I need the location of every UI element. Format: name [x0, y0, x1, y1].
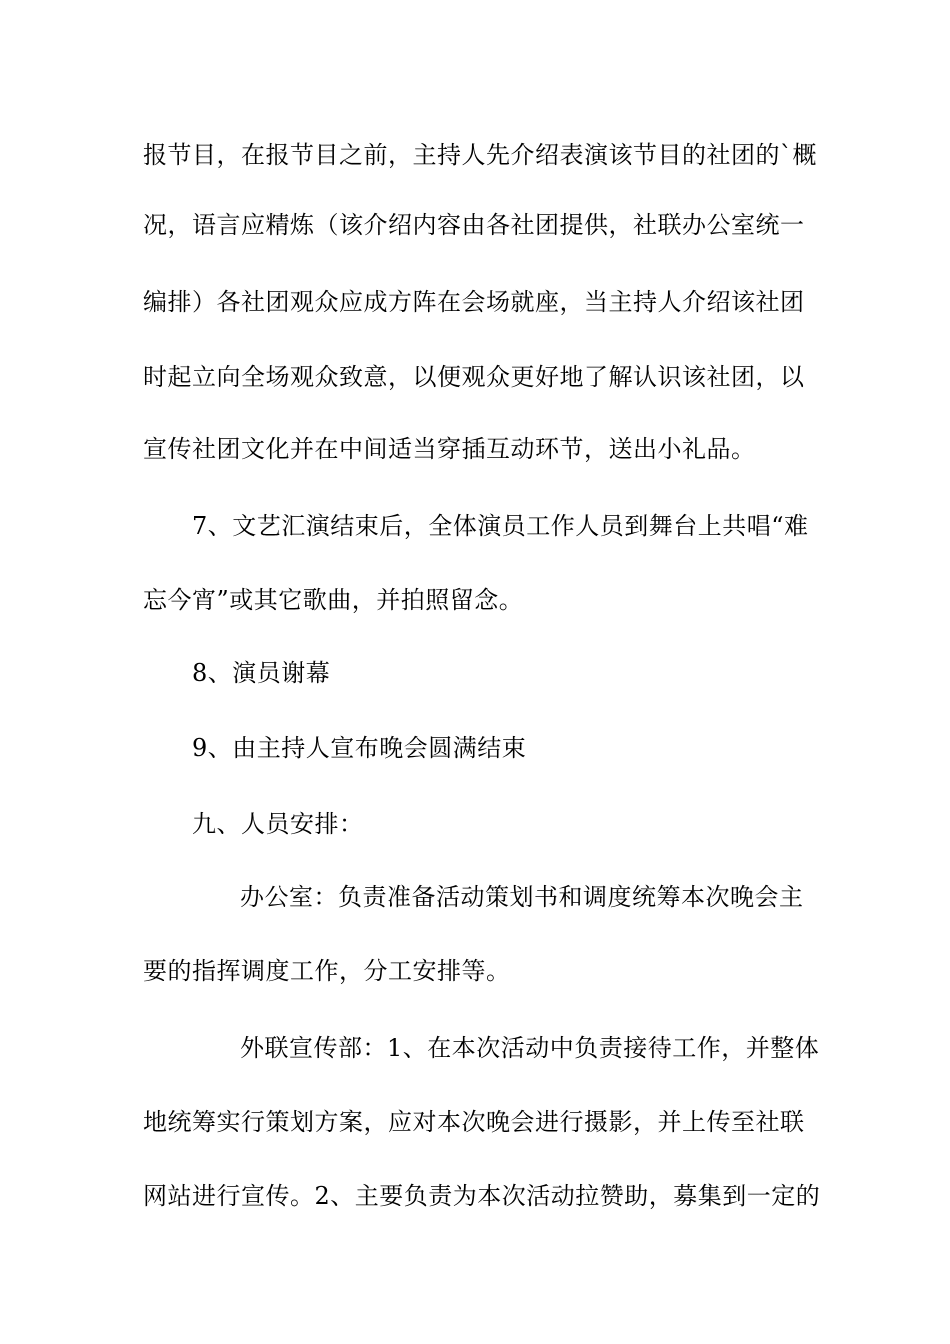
paragraph-line: 网站进行宣传。2、主要负责为本次活动拉赞助，募集到一定的	[143, 1182, 821, 1210]
paragraph-line: 要的指挥调度工作，分工安排等。	[143, 957, 511, 985]
list-item-8: 8、演员谢幕	[192, 659, 331, 687]
paragraph-line: 况，语言应精炼（该介绍内容由各社团提供，社联办公室统一	[143, 211, 805, 239]
paragraph-line: 宣传社团文化并在中间适当穿插互动环节，送出小礼品。	[143, 435, 756, 463]
publicity-paragraph: 外联宣传部：1、在本次活动中负责接待工作，并整体	[240, 1034, 820, 1062]
section-heading: 九、人员安排：	[192, 810, 364, 838]
paragraph-line: 报节目，在报节目之前，主持人先介绍表演该节目的社团的`概	[143, 141, 817, 169]
paragraph-line: 时起立向全场观众致意，以便观众更好地了解认识该社团，以	[143, 363, 805, 391]
list-item-7: 7、文艺汇演结束后，全体演员工作人员到舞台上共唱“难	[192, 512, 809, 540]
paragraph-line: 忘今宵”或其它歌曲，并拍照留念。	[143, 586, 524, 614]
paragraph-line: 编排）各社团观众应成方阵在会场就座，当主持人介绍该社团	[143, 288, 805, 316]
list-item-9: 9、由主持人宣布晚会圆满结束	[192, 734, 527, 762]
paragraph-line: 地统筹实行策划方案，应对本次晚会进行摄影，并上传至社联	[143, 1108, 805, 1136]
office-paragraph: 办公室：负责准备活动策划书和调度统筹本次晚会主	[240, 883, 804, 911]
